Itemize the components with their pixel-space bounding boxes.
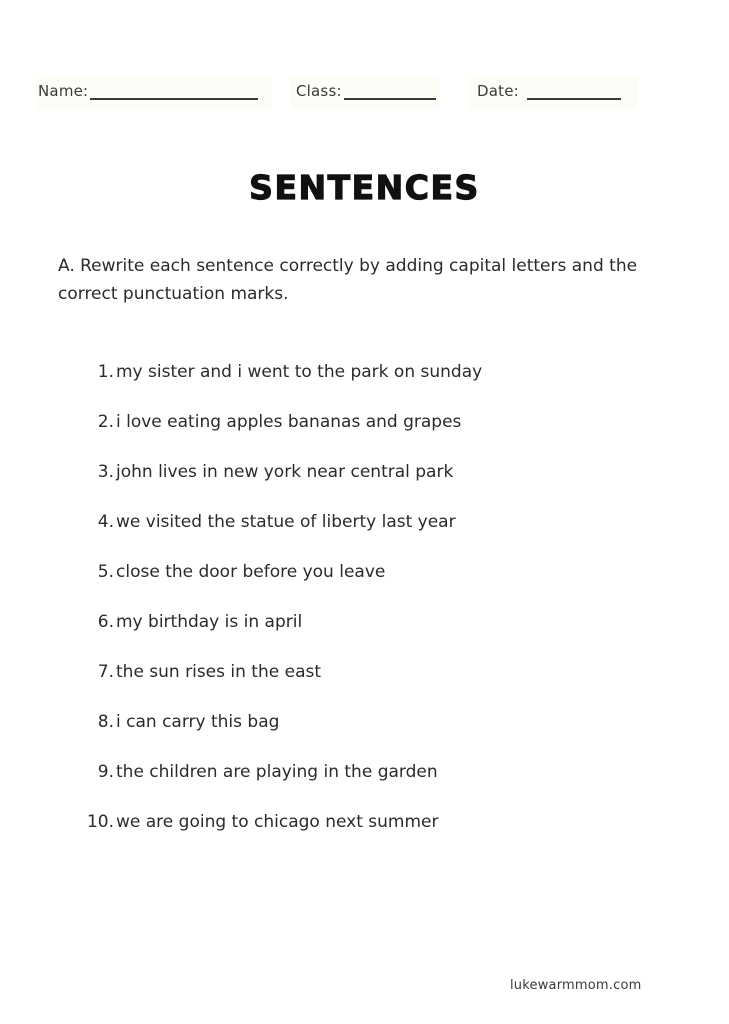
class-label: Class:	[296, 82, 342, 100]
date-field	[477, 82, 621, 100]
sentence-item	[0, 360, 482, 384]
sentence-number: 3.	[97, 462, 114, 482]
sentence-text: close the door before you leave	[116, 562, 386, 582]
sentence-number: 10.	[86, 812, 114, 832]
name-label: Name:	[38, 82, 89, 100]
sentence-number: 1.	[97, 362, 114, 382]
sentence-text: my birthday is in april	[116, 612, 303, 632]
sentence-item	[0, 410, 461, 434]
sentence-item	[0, 560, 385, 584]
sentence-text: my sister and i went to the park on sunday	[116, 362, 483, 382]
date-label: Date:	[477, 82, 519, 100]
sentence-item	[0, 710, 279, 734]
sentence-text: we visited the statue of liberty last year	[116, 512, 456, 532]
sentence-text: john lives in new york near central park	[116, 462, 454, 482]
sentence-number: 5.	[97, 562, 114, 582]
name-field	[38, 82, 258, 100]
sentence-item	[0, 760, 438, 784]
sentence-item	[0, 460, 453, 484]
website-credit: lukewarmmom.com	[510, 978, 642, 993]
sentence-number: 9.	[97, 762, 114, 782]
sentence-item	[0, 510, 456, 534]
sentence-number: 2.	[97, 412, 114, 432]
sentence-item	[0, 810, 439, 834]
sentence-text: i love eating apples bananas and grapes	[116, 412, 462, 432]
name-blank-line[interactable]	[90, 84, 258, 100]
instructions-text: A. Rewrite each sentence correctly by adding capital letters and the correct punctuation marks.	[58, 256, 638, 304]
sentence-text: we are going to chicago next summer	[116, 812, 439, 832]
class-field	[296, 82, 436, 100]
student-info-row	[28, 76, 648, 110]
sentence-number: 8.	[97, 712, 114, 732]
sentence-text: the sun rises in the east	[116, 662, 322, 682]
sentence-number: 4.	[97, 512, 114, 532]
sentence-number: 7.	[97, 662, 114, 682]
sentence-number: 6.	[97, 612, 114, 632]
sentence-item	[0, 660, 321, 684]
sentence-text: the children are playing in the garden	[116, 762, 438, 782]
page-title: SENTENCES	[249, 168, 480, 207]
date-blank-line[interactable]	[527, 84, 621, 100]
sentence-text: i can carry this bag	[116, 712, 280, 732]
class-blank-line[interactable]	[344, 84, 436, 100]
sentence-item	[0, 610, 302, 634]
